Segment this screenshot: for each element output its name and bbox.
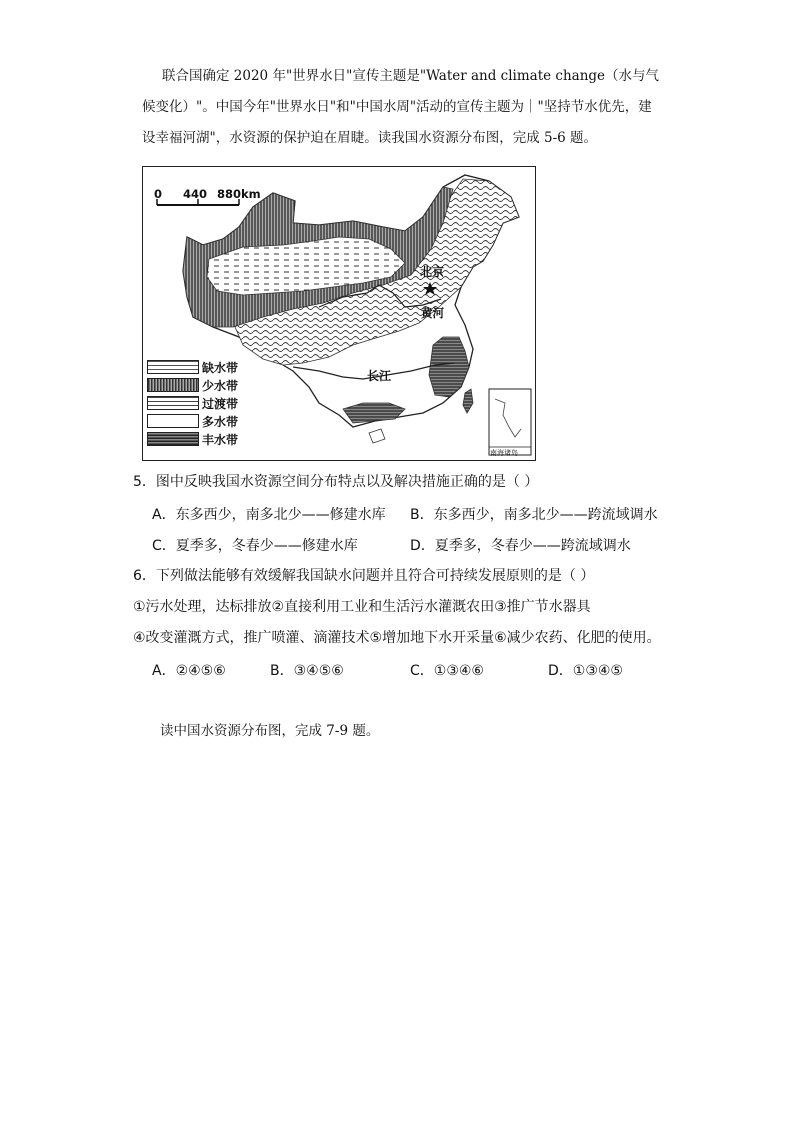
- q6-statements-line-1: ①污水处理，达标排放②直接利用工业和生活污水灌溉农田③推广节水器具: [133, 599, 591, 615]
- q6-option-d[interactable]: D．①③④⑤: [548, 663, 623, 679]
- q6-option-b[interactable]: B．③④⑤⑥: [270, 663, 344, 679]
- rich-belt-south: [343, 403, 405, 423]
- q5-option-b[interactable]: B．东多西少，南多北少——跨流域调水: [410, 507, 658, 523]
- outro-instruction: 读中国水资源分布图，完成 7-9 题。: [160, 723, 380, 739]
- q6-stem: 6．下列做法能够有效缓解我国缺水问题并且符合可持续发展原则的是（ ）: [133, 568, 595, 584]
- legend-swatch-deficient: [147, 360, 199, 374]
- intro-line-3: 设幸福河湖"，水资源的保护迫在眉睫。读我国水资源分布图，完成 5-6 题。: [142, 130, 598, 146]
- hainan: [369, 429, 385, 443]
- legend-label-deficient: 缺水带: [202, 361, 239, 375]
- q5-option-c[interactable]: C．夏季多，冬春少——修建水库: [152, 538, 358, 554]
- legend-transition: [147, 396, 242, 410]
- intro-line-1: 联合国确定 2020 年"世界水日"宣传主题是"Water and climate change（水与气: [162, 68, 660, 84]
- legend-deficient: [147, 360, 242, 374]
- water-resources-map: [142, 166, 536, 461]
- yangtze-label: 长江: [367, 369, 392, 383]
- q6-option-c[interactable]: C．①③④⑥: [410, 663, 484, 679]
- legend-multi: [147, 414, 242, 428]
- scale-label-0: 0: [154, 187, 163, 201]
- intro-line-2: 候变化）"。中国今年"世界水日"和"中国水周"活动的宣传主题为｜"坚持节水优先，建: [142, 99, 652, 115]
- scale-label-880: 880km: [217, 187, 261, 201]
- legend-swatch-multi: [147, 414, 199, 428]
- taiwan: [463, 389, 473, 413]
- legend-swatch-rich: [147, 432, 199, 446]
- q6-option-a[interactable]: A．②④⑤⑥: [152, 663, 226, 679]
- legend-label-rich: 丰水带: [202, 433, 239, 447]
- q5-stem: 5．图中反映我国水资源空间分布特点以及解决措施正确的是（ ）: [133, 474, 539, 490]
- scale-label-440: 440: [183, 187, 208, 201]
- legend-label-transition: 过渡带: [202, 397, 239, 411]
- legend-swatch-transition: [147, 396, 199, 410]
- south-china-sea-inset-label: 南海诸岛: [490, 449, 518, 457]
- q5-option-a[interactable]: A．东多西少，南多北少——修建水库: [152, 507, 386, 523]
- legend-low: [147, 378, 242, 392]
- q6-statements-line-2: ④改变灌溉方式，推广喷灌、滴灌技术⑤增加地下水开采量⑥减少农药、化肥的使用。: [133, 630, 661, 646]
- legend-label-multi: 多水带: [202, 415, 239, 429]
- rich-belt-east: [429, 337, 469, 397]
- q5-option-d[interactable]: D．夏季多，冬春少——跨流域调水: [410, 538, 631, 554]
- legend-label-low: 少水带: [202, 379, 239, 393]
- legend-rich: [147, 432, 242, 446]
- yellow-river-label: 黄河: [421, 306, 444, 320]
- beijing-label: 北京: [420, 265, 445, 279]
- legend-swatch-low: [147, 378, 199, 392]
